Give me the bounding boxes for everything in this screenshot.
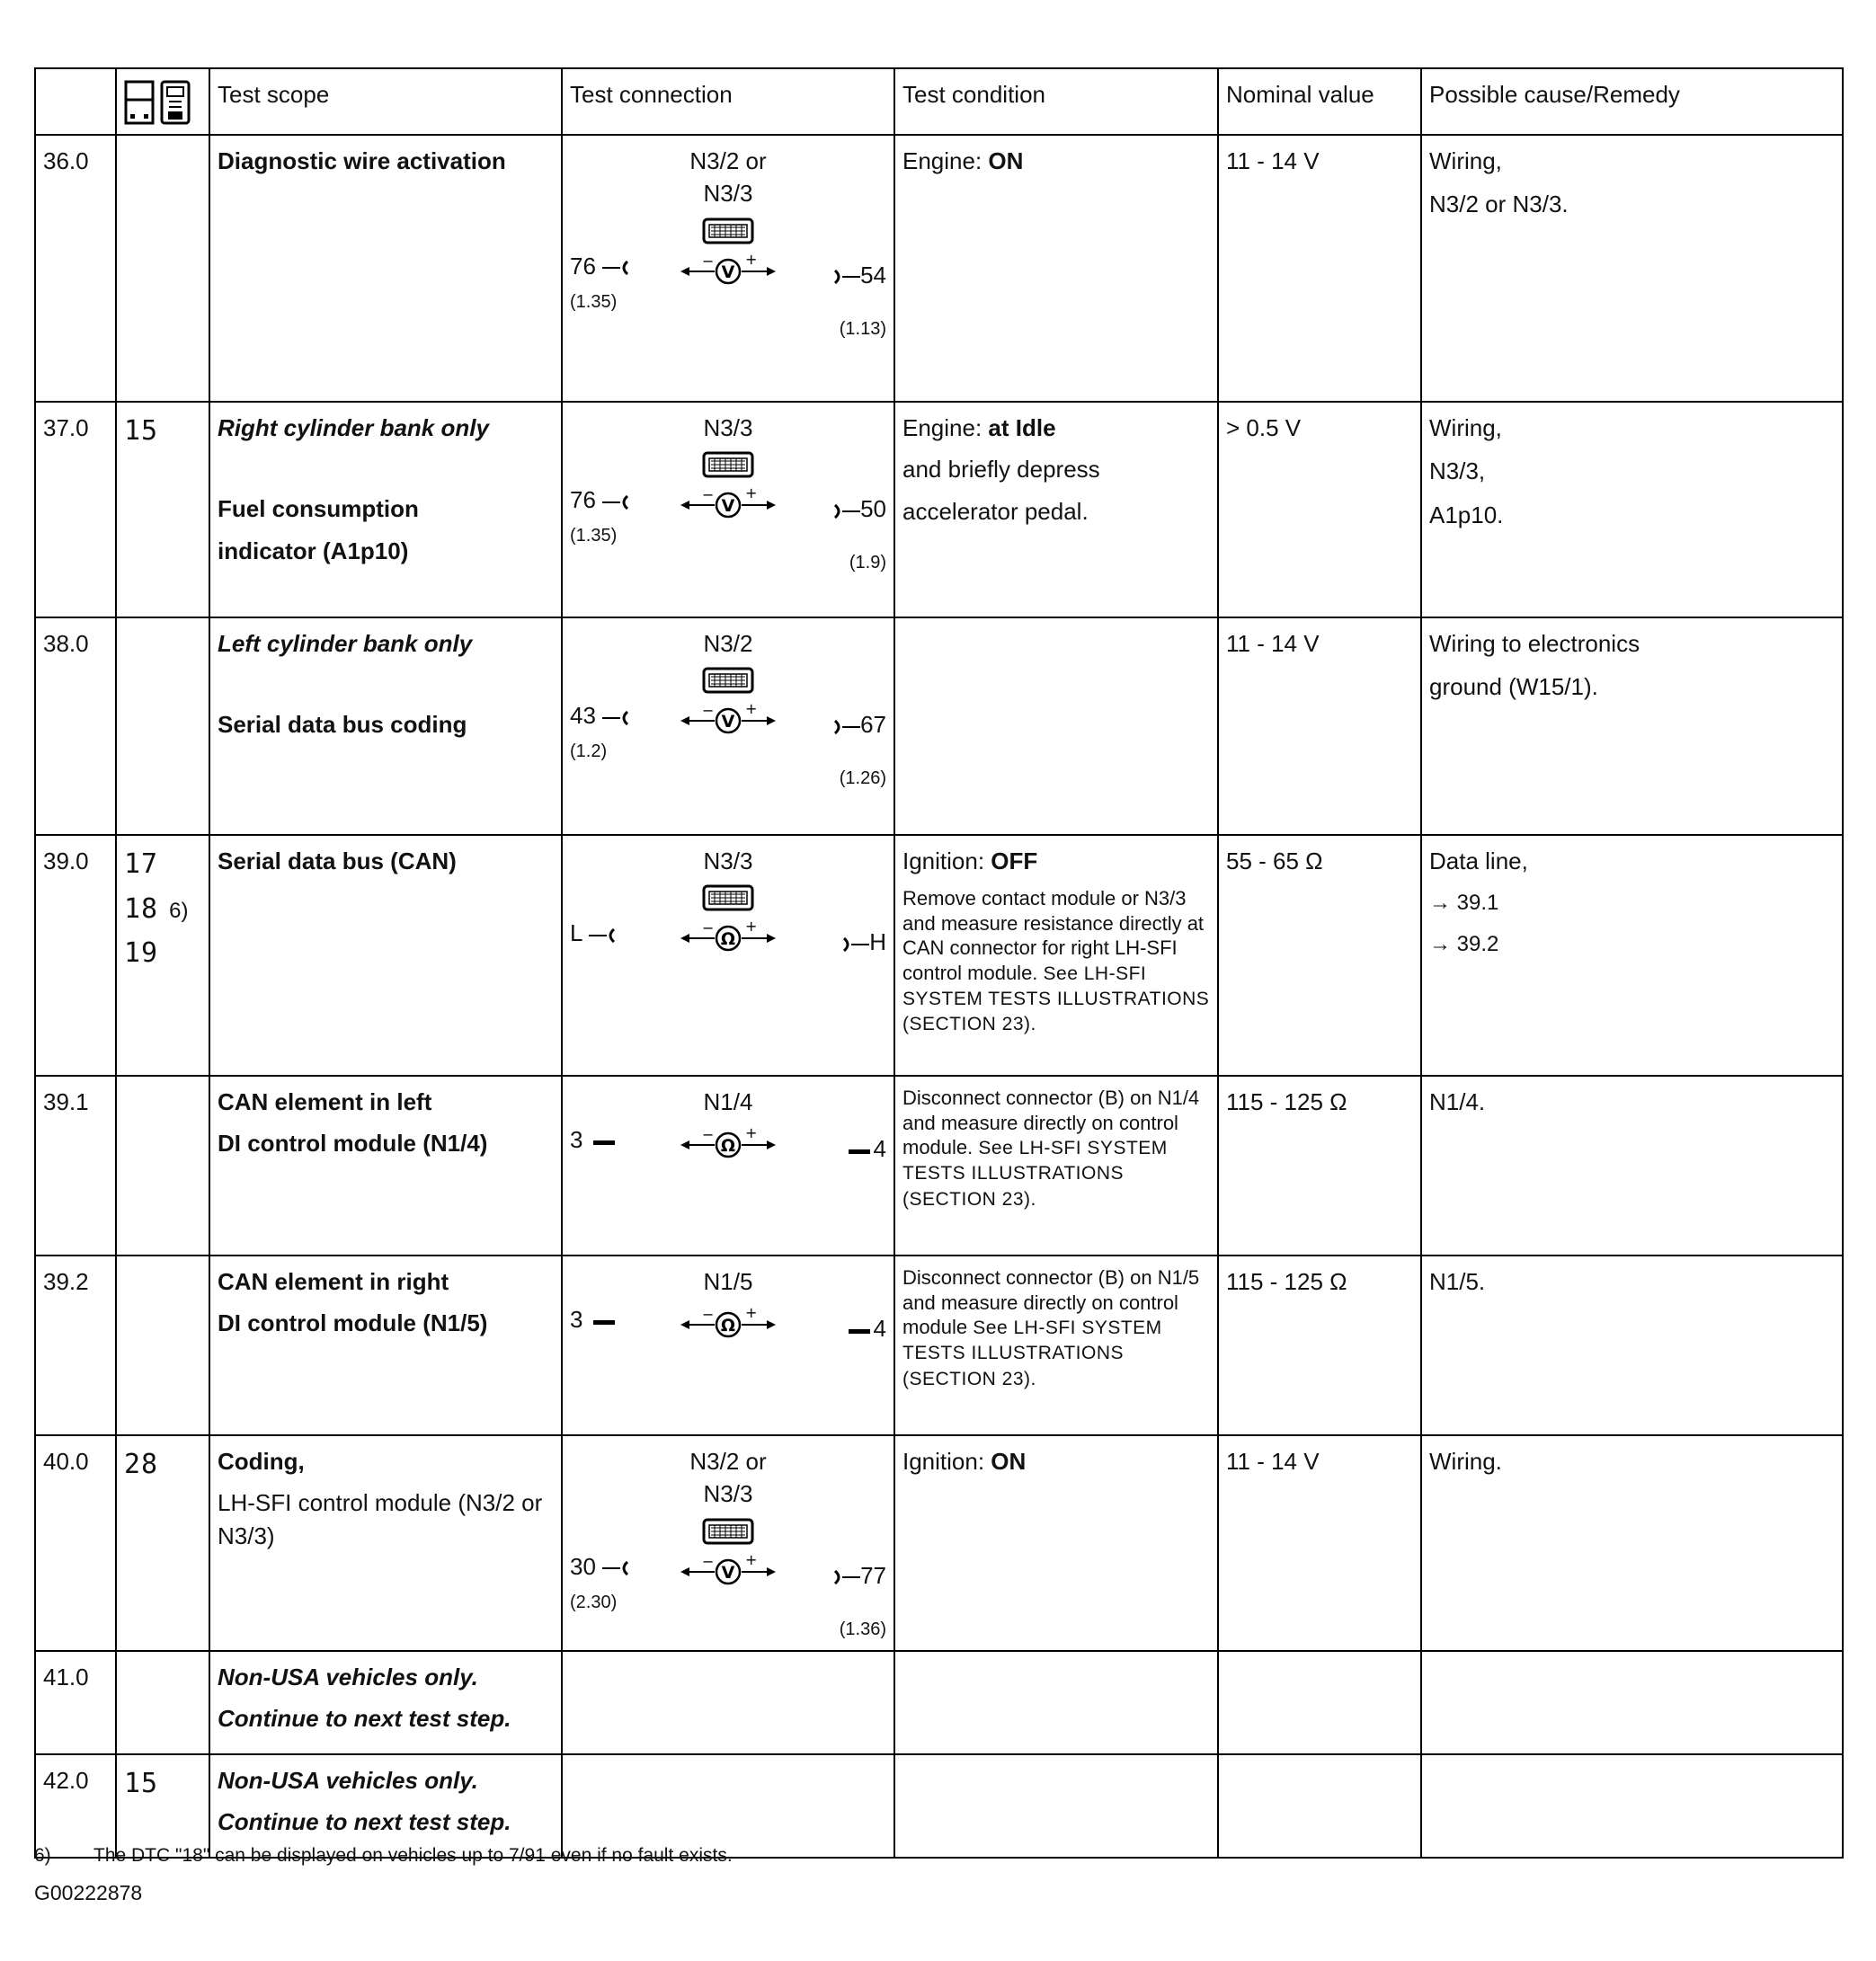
test-condition-text: Engine: <box>902 414 989 441</box>
test-scope-line: LH-SFI control module (N3/2 or N3/3) <box>218 1489 543 1549</box>
connector-icon <box>702 667 754 694</box>
meter-row <box>570 1550 886 1639</box>
step-number: 39.1 <box>35 1076 116 1256</box>
possible-cause-remedy <box>1421 617 1843 835</box>
test-connection <box>562 1435 894 1651</box>
header-remedy: Possible cause/Remedy <box>1421 68 1843 135</box>
pin-right-reference: (1.36) <box>839 1619 886 1639</box>
connector-name: N3/3 <box>703 1480 753 1508</box>
pin-right <box>831 708 886 741</box>
meter-row <box>570 250 886 339</box>
pin-left-number: 43 <box>570 702 596 730</box>
header-icons <box>116 68 209 135</box>
test-condition <box>894 1651 1218 1754</box>
connector-icon <box>702 884 754 911</box>
svg-text:V: V <box>721 1562 735 1583</box>
pin-left-number: 76 <box>570 486 596 514</box>
test-pin-icon <box>845 1142 874 1160</box>
nominal-value: 11 - 14 V <box>1218 135 1421 402</box>
header-step <box>35 68 116 135</box>
meter-row <box>570 484 886 573</box>
svg-text:−: − <box>702 1552 715 1570</box>
pin-right-number: 4 <box>873 1315 886 1343</box>
pin-right <box>831 1559 886 1592</box>
dtc-code-value: 15 <box>124 1767 159 1799</box>
pin-left-reference: (1.2) <box>570 741 608 762</box>
test-pin-icon <box>590 1313 618 1331</box>
svg-text:−: − <box>702 486 715 504</box>
svg-text:V: V <box>721 496 735 517</box>
nominal-value <box>1218 1651 1421 1754</box>
test-scope-line: DI control module (N1/5) <box>218 1309 488 1337</box>
voltmeter-icon <box>679 250 778 289</box>
socket-probe-icon <box>840 936 869 954</box>
pin-right <box>845 1312 886 1344</box>
connection-diagram <box>570 1265 886 1343</box>
pin-left-reference: (1.35) <box>570 526 618 546</box>
table-row <box>35 1435 1843 1651</box>
connection-diagram <box>570 412 886 573</box>
possible-cause-remedy <box>1421 835 1843 1076</box>
dtc-codes <box>116 617 209 835</box>
test-condition-line <box>902 886 1210 1036</box>
dtc-codes <box>116 1651 209 1754</box>
remedy-link[interactable]: → 39.2 <box>1429 931 1499 956</box>
dtc-code-value: 19 <box>124 937 159 969</box>
pin-left <box>570 699 631 732</box>
meter-row <box>570 1123 886 1163</box>
voltmeter-icon <box>679 484 778 523</box>
nominal-value: 55 - 65 Ω <box>1218 835 1421 1076</box>
test-condition-line <box>902 1445 1210 1477</box>
pin-left <box>570 1123 618 1156</box>
table-row <box>35 1754 1843 1858</box>
test-condition <box>894 835 1218 1076</box>
test-condition-line <box>902 495 1210 528</box>
remedy-line: N3/2 or N3/3. <box>1429 191 1569 218</box>
test-scope-line: Continue to next test step. <box>218 1808 511 1836</box>
connection-diagram <box>570 1445 886 1639</box>
pin-left-number: L <box>570 919 582 947</box>
pin-right-number: 4 <box>873 1135 886 1163</box>
remedy-line: Wiring, <box>1429 147 1502 174</box>
remedy-line: Data line, <box>1429 847 1528 874</box>
test-scope-line: Coding, <box>218 1448 305 1475</box>
nominal-value: 11 - 14 V <box>1218 1435 1421 1651</box>
socket-probe-icon <box>831 1568 860 1586</box>
footnote-text: The DTC "18" can be displayed on vehicles up to 7/91 even if no fault exists. <box>93 1845 733 1866</box>
test-scope-line: Serial data bus coding <box>218 711 467 739</box>
test-scope-line: Diagnostic wire activation <box>218 147 506 174</box>
remedy-line: Wiring, <box>1429 414 1502 441</box>
svg-text:+: + <box>745 484 758 502</box>
svg-text:+: + <box>745 918 758 936</box>
pin-left <box>570 1303 618 1335</box>
test-connection <box>562 835 894 1076</box>
step-number: 39.0 <box>35 835 116 1076</box>
test-condition-text: Disconnect connector (B) on N1/5 and measure directly on control module <box>902 1266 1200 1338</box>
test-condition-line <box>902 412 1210 444</box>
svg-text:−: − <box>702 919 715 937</box>
voltmeter-icon <box>679 699 778 739</box>
svg-text:+: + <box>745 1304 758 1322</box>
table-row <box>35 402 1843 617</box>
test-scope <box>209 1651 562 1754</box>
nominal-value <box>1218 1754 1421 1858</box>
pin-right-reference: (1.13) <box>839 318 886 339</box>
step-number: 37.0 <box>35 402 116 617</box>
possible-cause-remedy <box>1421 1256 1843 1435</box>
pin-left <box>570 484 631 516</box>
svg-text:−: − <box>702 252 715 270</box>
pin-left-number: 76 <box>570 252 596 280</box>
possible-cause-remedy <box>1421 1754 1843 1858</box>
test-scope-line: Left cylinder bank only <box>218 630 473 657</box>
test-scope <box>209 1256 562 1435</box>
possible-cause-remedy <box>1421 1435 1843 1651</box>
test-scope-line: Non-USA vehicles only. <box>218 1766 478 1794</box>
nominal-value: 115 - 125 Ω <box>1218 1076 1421 1256</box>
test-connection <box>562 1754 894 1858</box>
connector-name: N3/2 or <box>689 147 767 174</box>
test-connection <box>562 617 894 835</box>
socket-probe-icon <box>589 927 618 945</box>
test-condition <box>894 617 1218 835</box>
pin-left-number: 3 <box>570 1126 583 1154</box>
figure-id: G00222878 <box>34 1881 143 1904</box>
test-scope-line <box>218 453 554 484</box>
connector-icon <box>702 217 754 244</box>
dtc-code <box>124 934 201 973</box>
test-condition-text: See LH-SFI SYSTEM TESTS ILLUSTRATIONS (SECTION 23). <box>902 963 1210 1035</box>
step-number: 36.0 <box>35 135 116 402</box>
test-scope <box>209 135 562 402</box>
nominal-value: > 0.5 V <box>1218 402 1421 617</box>
pin-right-number: 77 <box>860 1561 886 1589</box>
test-scope-line: Serial data bus (CAN) <box>218 847 457 874</box>
connector-name: N3/3 <box>703 414 753 441</box>
test-scope-line <box>218 669 554 699</box>
footnote <box>34 1845 733 1867</box>
pin-left-number: 3 <box>570 1306 583 1334</box>
table-row <box>35 1256 1843 1435</box>
test-connection <box>562 1256 894 1435</box>
test-condition-line <box>902 1086 1210 1211</box>
dtc-codes <box>116 1435 209 1651</box>
pin-left <box>570 1550 631 1583</box>
test-condition-text: accelerator pedal. <box>902 497 1089 525</box>
footnote-mark: 6) <box>34 1845 51 1866</box>
svg-text:V: V <box>721 262 735 282</box>
test-scope-line: DI control module (N1/4) <box>218 1130 488 1158</box>
connection-diagram <box>570 1086 886 1163</box>
connector-icon <box>702 1518 754 1545</box>
pin-right-reference: (1.26) <box>839 768 886 789</box>
dtc-code-value: 17 <box>124 848 159 880</box>
pin-left-reference: (1.35) <box>570 291 618 312</box>
test-condition-text: Ignition: <box>902 1448 991 1475</box>
pin-right <box>845 1132 886 1165</box>
step-number: 42.0 <box>35 1754 116 1858</box>
pin-right-reference: (1.9) <box>849 553 886 573</box>
dtc-code <box>124 1445 201 1485</box>
step-number: 40.0 <box>35 1435 116 1651</box>
test-condition-line <box>902 453 1210 485</box>
ohmmeter-icon <box>679 917 778 956</box>
voltmeter-icon <box>679 1550 778 1590</box>
test-condition-text: Disconnect connector (B) on N1/4 and measure directly on control module. <box>902 1087 1200 1158</box>
table-row <box>35 617 1843 835</box>
test-condition <box>894 1435 1218 1651</box>
test-scope-line: Fuel consumption <box>218 495 419 523</box>
pin-left <box>570 917 618 949</box>
pin-right-number: 54 <box>860 261 886 288</box>
test-connection <box>562 135 894 402</box>
test-connection <box>562 1076 894 1256</box>
ohmmeter-icon <box>679 1123 778 1163</box>
possible-cause-remedy <box>1421 1651 1843 1754</box>
test-scope <box>209 1076 562 1256</box>
svg-text:Ω: Ω <box>720 1316 736 1336</box>
pin-right <box>831 492 886 525</box>
connection-diagram <box>570 627 886 789</box>
test-scope <box>209 1435 562 1651</box>
test-condition <box>894 1256 1218 1435</box>
test-scope <box>209 617 562 835</box>
test-scope <box>209 1754 562 1858</box>
remedy-line: ground (W15/1). <box>1429 673 1598 701</box>
svg-text:Ω: Ω <box>720 929 736 950</box>
test-scope-line: Right cylinder bank only <box>218 414 489 441</box>
test-scope-line: Continue to next test step. <box>218 1705 511 1733</box>
test-connection <box>562 402 894 617</box>
test-connection <box>562 1651 894 1754</box>
test-condition-line <box>902 145 1210 177</box>
dtc-codes <box>116 835 209 1076</box>
possible-cause-remedy <box>1421 1076 1843 1256</box>
dtc-code <box>124 845 201 884</box>
pin-right-number: H <box>869 928 886 956</box>
test-pin-icon <box>590 1133 618 1151</box>
remedy-line: N1/4. <box>1429 1088 1486 1115</box>
svg-text:V: V <box>721 712 735 732</box>
socket-probe-icon <box>831 718 860 736</box>
svg-text:+: + <box>745 250 758 268</box>
connection-diagram <box>570 845 886 956</box>
step-number: 41.0 <box>35 1651 116 1754</box>
dtc-codes <box>116 135 209 402</box>
socket-probe-icon <box>602 709 631 727</box>
remedy-line: N1/5. <box>1429 1268 1486 1295</box>
remedy-line: A1p10. <box>1429 501 1504 528</box>
test-condition-line <box>902 845 1210 877</box>
nominal-value: 11 - 14 V <box>1218 617 1421 835</box>
header-test-connection: Test connection <box>562 68 894 135</box>
test-scope <box>209 402 562 617</box>
scan-tool-icon <box>124 80 155 125</box>
remedy-link[interactable]: → 39.1 <box>1429 891 1499 916</box>
possible-cause-remedy <box>1421 135 1843 402</box>
dtc-codes <box>116 1754 209 1858</box>
pin-right <box>840 926 886 958</box>
connector-name: N3/2 <box>703 630 753 657</box>
dtc-codes <box>116 1256 209 1435</box>
pin-right-number: 67 <box>860 711 886 739</box>
connector-name: N3/3 <box>703 847 753 874</box>
test-condition-text: Remove contact module or N3/3 and measure resistance directly at CAN connector for right LH-SFI control module. <box>902 887 1205 984</box>
table-row <box>35 1651 1843 1754</box>
pin-right-number: 50 <box>860 495 886 523</box>
test-condition <box>894 1076 1218 1256</box>
step-number: 39.2 <box>35 1256 116 1435</box>
header-test-scope: Test scope <box>209 68 562 135</box>
test-pin-icon <box>845 1322 874 1340</box>
meter-row <box>570 917 886 956</box>
socket-probe-icon <box>602 259 631 277</box>
dtc-code <box>124 1764 201 1804</box>
connection-diagram <box>570 145 886 339</box>
test-scope-line: CAN element in right <box>218 1268 449 1295</box>
test-condition <box>894 402 1218 617</box>
dtc-code <box>124 890 201 929</box>
test-condition <box>894 1754 1218 1858</box>
meter-row <box>570 699 886 789</box>
table-row <box>35 135 1843 402</box>
header-test-condition: Test condition <box>894 68 1218 135</box>
pin-left <box>570 250 631 282</box>
table-header-row <box>35 68 1843 135</box>
dtc-codes <box>116 1076 209 1256</box>
table-row <box>35 835 1843 1076</box>
pin-left-reference: (2.30) <box>570 1592 618 1612</box>
test-condition-text: and briefly depress <box>902 456 1100 484</box>
svg-text:−: − <box>702 702 715 720</box>
remedy-line: N3/3, <box>1429 457 1486 485</box>
blink-code-tester-icon <box>160 80 191 125</box>
test-scope-line: CAN element in left <box>218 1088 432 1115</box>
test-condition-text: OFF <box>991 847 1038 874</box>
remedy-line: Wiring. <box>1429 1448 1502 1475</box>
connector-name: N3/2 or <box>689 1448 767 1475</box>
meter-row <box>570 1303 886 1343</box>
test-condition-text: ON <box>988 147 1024 174</box>
dtc-codes <box>116 402 209 617</box>
connector-name: N3/3 <box>703 180 753 208</box>
test-step-table <box>34 67 1844 1859</box>
header-nominal-value: Nominal value <box>1218 68 1421 135</box>
pin-right <box>831 259 886 291</box>
test-condition-text: at Idle <box>988 414 1056 441</box>
test-condition-text: ON <box>991 1448 1027 1475</box>
socket-probe-icon <box>831 268 860 286</box>
svg-text:−: − <box>702 1306 715 1324</box>
socket-probe-icon <box>602 493 631 511</box>
connector-icon <box>702 451 754 478</box>
step-number: 38.0 <box>35 617 116 835</box>
svg-text:+: + <box>745 700 758 718</box>
svg-text:−: − <box>702 1126 715 1144</box>
svg-text:+: + <box>745 1550 758 1568</box>
dtc-code-value: 28 <box>124 1449 159 1480</box>
nominal-value: 115 - 125 Ω <box>1218 1256 1421 1435</box>
test-condition-text: Ignition: <box>902 847 991 874</box>
test-condition <box>894 135 1218 402</box>
dtc-footnote-ref: 6) <box>169 898 189 923</box>
pin-left-number: 30 <box>570 1552 596 1580</box>
remedy-line: Wiring to electronics <box>1429 630 1640 657</box>
socket-probe-icon <box>602 1559 631 1577</box>
ohmmeter-icon <box>679 1303 778 1343</box>
svg-text:+: + <box>745 1124 758 1142</box>
connector-name: N1/5 <box>703 1268 753 1295</box>
test-condition-text: See LH-SFI SYSTEM TESTS ILLUSTRATIONS (SECTION 23). <box>902 1318 1162 1389</box>
dtc-code <box>124 412 201 451</box>
connector-name: N1/4 <box>703 1088 753 1115</box>
test-scope-line: Non-USA vehicles only. <box>218 1664 478 1690</box>
possible-cause-remedy <box>1421 402 1843 617</box>
dtc-code-value: 15 <box>124 415 159 447</box>
test-scope <box>209 835 562 1076</box>
svg-text:Ω: Ω <box>720 1136 736 1157</box>
test-scope-line: indicator (A1p10) <box>218 537 409 564</box>
table-row <box>35 1076 1843 1256</box>
socket-probe-icon <box>831 502 860 520</box>
test-condition-text: See LH-SFI SYSTEM TESTS ILLUSTRATIONS (SECTION 23). <box>902 1138 1168 1210</box>
dtc-code-value: 18 <box>124 892 159 925</box>
test-condition-line <box>902 1265 1210 1391</box>
test-condition-text: Engine: <box>902 147 989 174</box>
